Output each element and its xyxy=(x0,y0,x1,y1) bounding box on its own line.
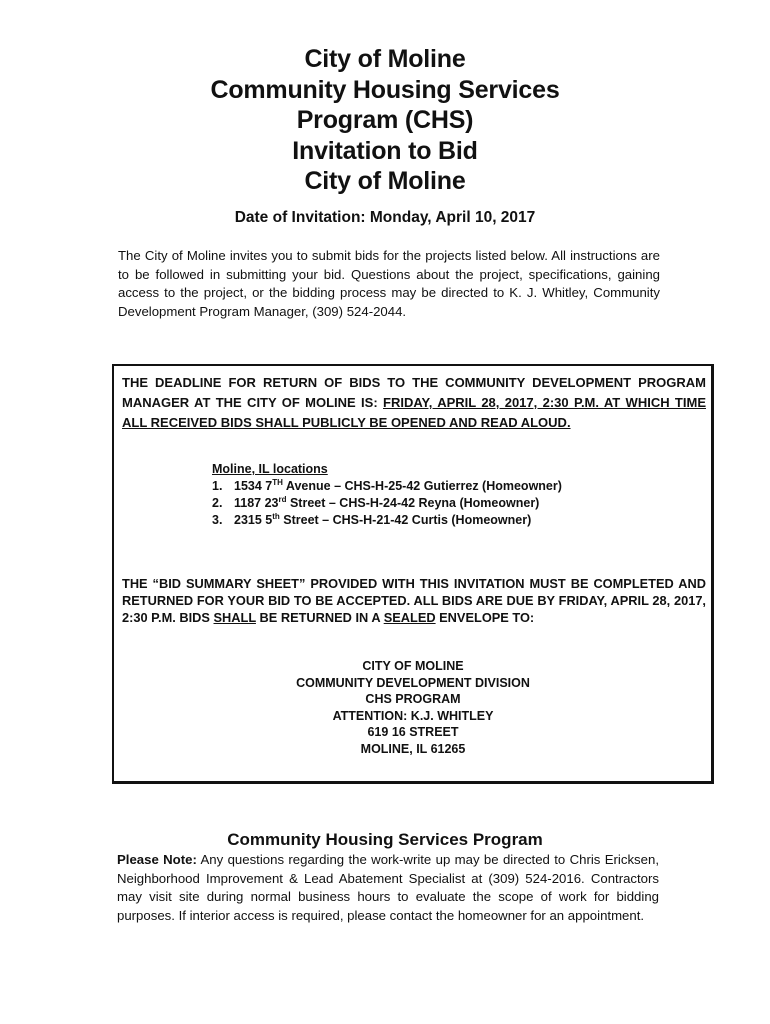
address-line: CHS PROGRAM xyxy=(365,692,461,707)
location-street-no: 2315 5 xyxy=(234,513,273,527)
note-label: Please Note: xyxy=(117,852,197,867)
note-text: Any questions regarding the work-write up may be directed to Chris Ericksen, Neighborhood Improvement & Lead Abatement Specialist at (309) 524-2016. Contractors may visit site during normal business hours to evaluate the scope of work for bidding purposes. If interior access is required, please contact the homeowner for an appointment. xyxy=(117,852,659,923)
summary-text-after: ENVELOPE TO: xyxy=(435,610,535,625)
locations-list xyxy=(212,461,562,529)
address-line: COMMUNITY DEVELOPMENT DIVISION xyxy=(296,675,530,690)
summary-shall: SHALL xyxy=(213,610,256,625)
location-number: 1. xyxy=(212,479,223,493)
bid-summary-notice xyxy=(122,575,706,626)
locations-heading: Moline, IL locations xyxy=(212,462,328,476)
title-line: City of Moline xyxy=(304,45,466,73)
summary-sealed: SEALED xyxy=(383,610,436,625)
location-street-no: 1187 23 xyxy=(234,496,279,510)
mailing-address xyxy=(114,658,712,758)
location-detail: Avenue – CHS-H-25-42 Gutierrez (Homeowner) xyxy=(282,479,562,493)
invitation-date: Date of Invitation: Monday, April 10, 2017 xyxy=(234,209,536,226)
deadline-box xyxy=(112,364,714,784)
note-paragraph xyxy=(117,851,659,925)
location-text xyxy=(234,478,562,495)
title-line: Community Housing Services xyxy=(210,75,560,104)
location-text xyxy=(234,512,531,529)
summary-text: THE “BID SUMMARY SHEET” PROVIDED WITH THIS INVITATION MUST BE COMPLETED AND RETURNED FOR YOUR BID TO BE ACCEPTED. ALL BIDS ARE DUE BY FRIDAY, APRIL 28, 2017, 2:30 P.M. BIDS xyxy=(122,576,706,625)
address-line: 619 16 STREET xyxy=(367,725,459,740)
location-number: 3. xyxy=(212,513,223,527)
location-suffix: rd xyxy=(278,494,287,504)
location-number: 2. xyxy=(212,496,223,510)
address-line: MOLINE, IL 61265 xyxy=(360,741,466,756)
document-title xyxy=(0,44,770,197)
address-line: ATTENTION: K.J. WHITLEY xyxy=(332,708,494,723)
intro-paragraph: The City of Moline invites you to submit bids for the projects listed below. All instructions are to be followed in submitting your bid. Questions about the project, specifications, gaining access to the project, or the bidding process may be directed to K. J. Whitley, Community Development Program Manager, (309) 524-2044. xyxy=(118,248,660,319)
address-line: CITY OF MOLINE xyxy=(362,659,464,673)
title-line: Program (CHS) xyxy=(296,106,474,134)
summary-text-middle: BE RETURNED IN A xyxy=(255,610,384,625)
location-item xyxy=(212,478,562,495)
location-street-no: 1534 7 xyxy=(234,479,273,493)
program-heading: Community Housing Services Program xyxy=(227,830,543,849)
deadline-text: THE DEADLINE FOR RETURN OF BIDS TO THE COMMUNITY DEVELOPMENT PROGRAM MANAGER AT THE CITY OF MOLINE IS: xyxy=(122,375,706,410)
title-line: City of Moline xyxy=(304,167,466,195)
deadline-date-text: FRIDAY, APRIL 28, 2017, 2:30 P.M. AT WHICH TIME ALL RECEIVED BIDS SHALL PUBLICLY BE OPENED AND READ ALOUD. xyxy=(122,395,706,430)
location-suffix: th xyxy=(272,511,280,521)
location-item xyxy=(212,495,562,512)
location-item xyxy=(212,512,562,529)
title-line: Invitation to Bid xyxy=(292,136,478,165)
location-suffix: TH xyxy=(272,477,283,487)
deadline-notice xyxy=(122,373,706,433)
location-text xyxy=(234,495,539,512)
location-detail: Street – CHS-H-24-42 Reyna (Homeowner) xyxy=(286,496,540,510)
location-detail: Street – CHS-H-21-42 Curtis (Homeowner) xyxy=(279,513,532,527)
